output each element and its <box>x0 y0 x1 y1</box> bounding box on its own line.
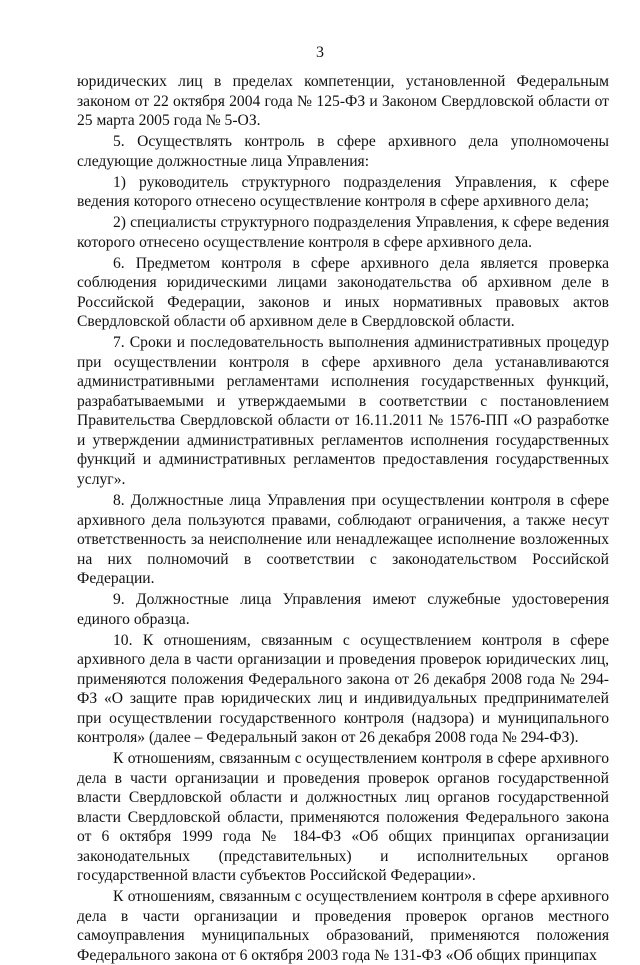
paragraph-6: 6. Предметом контроля в сфере архивного дела является проверка соблюдения юридическими лицами законодательства об архивном деле в Российской Федерации, законов и иных нормативных правовых актов Свердловской области об архивном деле в Свердловской области. <box>77 254 609 331</box>
paragraph-8: 8. Должностные лица Управления при осуществлении контроля в сфере архивного дела пользуются правами, соблюдают ограничения, а также несут ответственность за неисполнение или ненадлежащее исполнение возложенных на них полномочий в соответствии с законодательством Российской Федерации. <box>77 492 609 588</box>
paragraph-continuation: юридических лиц в пределах компетенции, установленной Федеральным законом от 22 октября 2004 года № 125-ФЗ и Законом Свердловской области от 25 марта 2005 года № 5-ОЗ. <box>77 73 609 129</box>
paragraph-5-item-2: 2) специалисты структурного подразделения Управления, к сфере ведения которого отнесено осуществление контроля в сфере архивного дела. <box>77 214 609 251</box>
paragraph-5-item-1: 1) руководитель структурного подразделения Управления, к сфере ведения которого отнесено осуществление контроля в сфере архивного дела; <box>77 173 609 211</box>
page-number: 3 <box>316 44 324 61</box>
paragraph-10-part-2: К отношениям, связанным с осуществлением контроля в сфере архивного дела в части организации и проведения проверок органов государственной власти Свердловской области и должностных лиц органов государственной власти Свердловской области, применяются положения Федерального закона от 6 октября 1999 года № 184-ФЗ «Об общих принципах организации законодательных (представительных) и исполнительных органов государственной власти субъектов Российской Федерации». <box>77 750 609 885</box>
paragraph-9: 9. Должностные лица Управления имеют служебные удостоверения единого образца. <box>77 591 609 628</box>
paragraph-10-part-3: К отношениям, связанным с осуществлением контроля в сфере архивного дела в части организации и проведения проверок органов местного самоуправления муниципальных образований, применяются положения Федерального закона от 6 октября 2003 года № 131-ФЗ «Об общих принципах <box>77 888 609 964</box>
paragraph-10: 10. К отношениям, связанным с осуществлением контроля в сфере архивного дела в части организации и проведения проверок юридических лиц, применяются положения Федерального закона от 26 декабря 2008 года № 294-ФЗ «О защите прав юридических лиц и индивидуальных предпринимателей при осуществлении государственного контроля (надзора) и муниципального контроля» (далее – Федеральный закон от 26 декабря 2008 года № 294-ФЗ). <box>77 631 609 747</box>
document-body <box>77 72 609 965</box>
paragraph-5: 5. Осуществлять контроль в сфере архивного дела уполномочены следующие должностные лица Управления: <box>77 133 609 170</box>
paragraph-7: 7. Сроки и последовательность выполнения административных процедур при осуществлении контроля в сфере архивного дела устанавливаются административными регламентами исполнения государственных функций, разрабатываемыми и утверждаемыми в соответствии с постановлением Правительства Свердловской области от 16.11.2011 № 1576-ПП «О разработке и утверждении административных регламентов исполнения государственных функций и административных регламентов предоставления государственных услуг». <box>77 334 609 488</box>
